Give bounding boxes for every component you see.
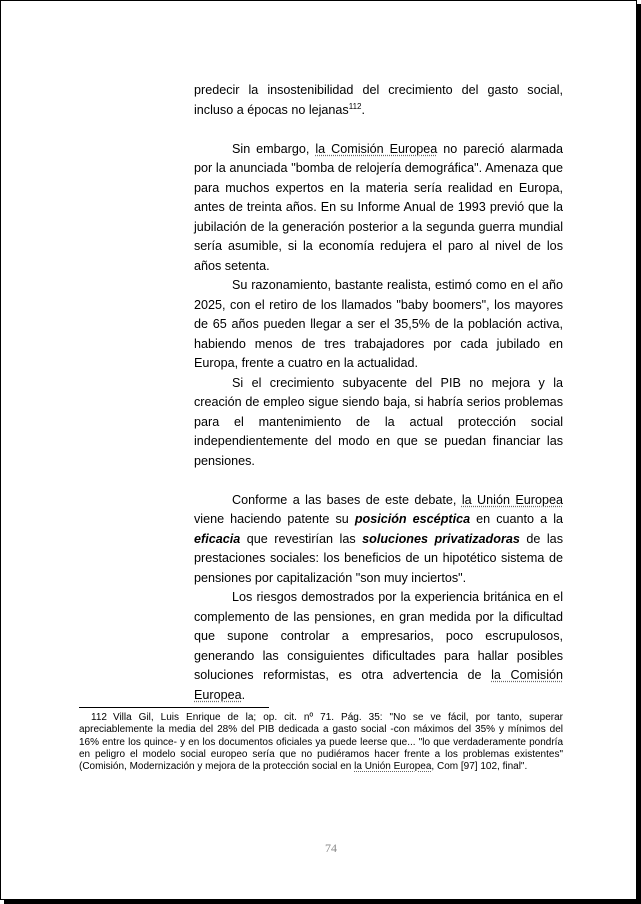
paragraph-4: Si el crecimiento subyacente del PIB no mejora y la creación de empleo sigue siendo baja, si habría serios problemas para el mantenimiento de la actual protección social independientemente del modo en que se puedan financiar las pensiones.: [194, 375, 563, 468]
footnote-reference: 112: [348, 101, 362, 111]
paragraph-6: Los riesgos demostrados por la experiencia británica en el complemento de las pensiones, en gran medida por la dificultad que supone controlar a empresarios, poco escrupulosos, generando las consiguientes dificultades para hallar posibles soluciones reformistas, es otra advertencia de la Comisión Europea.: [194, 590, 563, 702]
entity-union-europea: la Unión Europea: [461, 492, 564, 507]
footnote-number: 112: [91, 712, 107, 723]
body-text: [194, 81, 563, 705]
paragraph-3: Su razonamiento, bastante realista, estimó como en el año 2025, con el retiro de los llamados "baby boomers", los mayores de 65 años pueden llegar a ser el 35,5% de la población activa, habiendo menos de tres trabajadores por cada jubilado en Europa, frente a cuatro en la actualidad.: [194, 278, 563, 370]
emphasis-posicion-esceptica: posición escéptica: [354, 512, 471, 526]
entity-union-europea: la Unión Europea: [354, 761, 432, 773]
entity-comision-europea: la Comisión Europea: [315, 141, 438, 156]
paragraph-5: Conforme a las bases de este debate, la Unión Europea viene haciendo patente su posición escéptica en cuanto a la eficacia que revestirían las soluciones privatizadoras de las prestaciones sociales: los beneficios de un hipotético sistema de pensiones por capitalización "son muy inciertos".: [194, 492, 564, 585]
emphasis-soluciones-privatizadoras: soluciones privatizadoras: [362, 531, 520, 546]
paragraph-gap: [194, 120, 563, 140]
paragraph-2: Sin embargo, la Comisión Europea no pareció alarmada por la anunciada "bomba de relojería demográfica". Amenaza que para muchos expertos en la materia sería realidad en Europa, antes de treinta años. En su Informe Anual de 1993 previó que la jubilación de la generación posterior a la segunda guerra mundial sería asumible, si la economía redujera el paro al nivel de los años setenta.: [194, 141, 564, 273]
page-number: 74: [325, 841, 337, 855]
footnote-separator: [79, 707, 269, 708]
paragraph-gap: [194, 471, 563, 491]
entity-comision-europea: la Comisión Europea: [194, 668, 563, 702]
paragraph-1: predecir la insostenibilidad del crecimiento del gasto social, incluso a épocas no lejanas$^{112}$.: [194, 83, 563, 117]
footnote: 112 Villa Gil, Luis Enrique de la; op. cit. nº 71. Pág. 35: "No se ve fácil, por tanto, superar apreciablemente la media del 28% del PIB dedicada a gasto social -con máximos del 35% y mínimos del 16% entre los quince- y en los documentos oficiales ya puede leerse que... "lo que verdaderamente pondría en peligro el modelo social europeo sería que no pudiéramos hacer frente a los problemas existentes" (Comisión, Modernización y mejora de la protección social en la Unión Europea, Com [97] 102, final".: [79, 712, 563, 773]
emphasis-eficacia: eficacia: [194, 531, 241, 546]
